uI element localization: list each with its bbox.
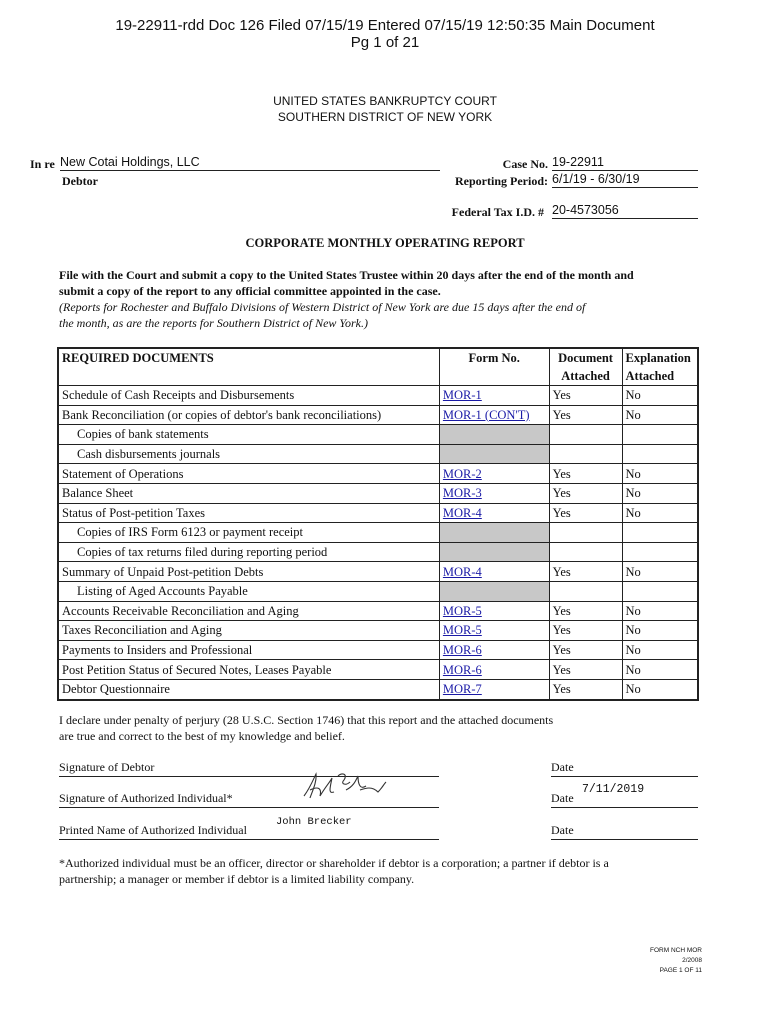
table-row [58,679,698,699]
footnote-line: *Authorized individual must be an officer, director or shareholder if debtor is a corporation; a partner if debtor is a [59,856,609,870]
declaration-line: are true and correct to the best of my knowledge and belief. [59,729,345,743]
form-number-link[interactable]: MOR-5 [442,603,482,618]
document-label: Copies of tax returns filed during reporting period [58,542,439,562]
document-attached-cell [549,581,622,601]
explanation-attached-cell: No [622,621,698,641]
footnote-line: partnership; a manager or member if debtor is a limited liability company. [59,872,415,886]
case-number: 19-22911 [552,155,698,171]
explanation-attached-cell: No [622,386,698,406]
document-attached-cell: Yes [549,601,622,621]
table-row [58,503,698,523]
reporting-period: 6/1/19 - 6/30/19 [552,172,698,188]
explanation-attached-cell: No [622,562,698,582]
explanation-attached-cell: No [622,405,698,425]
document-attached-cell: Yes [549,679,622,699]
explanation-attached-cell: No [622,601,698,621]
form-number-cell [439,405,549,425]
document-label: Schedule of Cash Receipts and Disbursements [58,386,439,406]
form-number-cell [439,483,549,503]
explanation-attached-cell [622,425,698,445]
table-row [58,601,698,621]
authorized-signature-label: Signature of Authorized Individual* [59,791,439,808]
table-row [58,464,698,484]
date-label: Date [551,823,698,840]
explanation-attached-cell: No [622,464,698,484]
document-label: Bank Reconciliation (or copies of debtor's bank reconciliations) [58,405,439,425]
court-district: SOUTHERN DISTRICT OF NEW YORK [277,110,493,124]
form-number-cell [439,562,549,582]
printed-name-value: John Brecker [276,816,352,828]
document-attached-cell [549,542,622,562]
table-row [58,483,698,503]
signature-of-debtor-label: Signature of Debtor [59,760,439,777]
tax-id-label: Federal Tax I.D. # [451,205,544,219]
instructions-note: (Reports for Rochester and Buffalo Divisions of Western District of New York are due 15 days after the end of [59,300,586,314]
explanation-attached-cell [622,542,698,562]
debtor-name: New Cotai Holdings, LLC [60,155,440,171]
instructions-line: submit a copy of the report to any official committee appointed in the case. [59,284,441,298]
document-attached-cell: Yes [549,640,622,660]
table-row [58,444,698,464]
form-number-cell [439,621,549,641]
document-label: Balance Sheet [58,483,439,503]
handwritten-signature [300,768,390,804]
explanation-attached-cell [622,444,698,464]
document-label: Statement of Operations [58,464,439,484]
document-attached-cell: Yes [549,660,622,680]
date-label: Date [551,760,698,777]
table-row [58,640,698,660]
document-attached-cell: Yes [549,405,622,425]
explanation-attached-cell [622,581,698,601]
form-number-cell [439,386,549,406]
document-label: Accounts Receivable Reconciliation and Aging [58,601,439,621]
explanation-attached-cell: No [622,679,698,699]
instructions-note: the month, as are the reports for Southern District of New York.) [59,316,368,330]
instructions-line: File with the Court and submit a copy to the United States Trustee within 20 days after the end of the month and [59,268,634,282]
header-document-attached: Document Attached [549,348,622,386]
explanation-attached-cell: No [622,640,698,660]
form-number-link[interactable]: MOR-3 [442,486,482,501]
form-number-cell [439,581,549,601]
explanation-attached-cell [622,523,698,543]
document-attached-cell: Yes [549,503,622,523]
document-label: Status of Post-petition Taxes [58,503,439,523]
form-number-link[interactable]: MOR-1 (CON'T) [442,407,530,422]
table-row [58,562,698,582]
form-number-cell [439,542,549,562]
document-label: Cash disbursements journals [58,444,439,464]
report-title: CORPORATE MONTHLY OPERATING REPORT [245,236,525,250]
tax-id: 20-4573056 [552,203,698,219]
document-attached-cell: Yes [549,483,622,503]
document-label: Taxes Reconciliation and Aging [58,621,439,641]
printed-name-label: Printed Name of Authorized Individual [59,823,439,840]
document-attached-cell: Yes [549,386,622,406]
document-attached-cell: Yes [549,562,622,582]
form-number-cell [439,444,549,464]
table-row [58,425,698,445]
form-number-cell [439,679,549,699]
document-attached-cell [549,444,622,464]
form-number-link[interactable]: MOR-2 [442,466,482,481]
form-number-cell [439,660,549,680]
form-number-cell [439,464,549,484]
explanation-attached-cell: No [622,660,698,680]
form-number-link[interactable]: MOR-4 [442,564,482,579]
table-row [58,660,698,680]
table-header-row [58,348,698,386]
form-number-link[interactable]: MOR-4 [442,505,482,520]
explanation-attached-cell: No [622,483,698,503]
form-number-link[interactable]: MOR-1 [442,388,482,403]
document-label: Copies of bank statements [58,425,439,445]
explanation-attached-cell: No [622,503,698,523]
table-row [58,581,698,601]
signature-date-value: 7/11/2019 [582,783,645,796]
form-number-link[interactable]: MOR-6 [442,643,482,658]
reporting-period-label: Reporting Period: [455,174,548,188]
document-label: Listing of Aged Accounts Payable [58,581,439,601]
date-label: Date [551,791,698,808]
form-number-cell [439,425,549,445]
court-name: UNITED STATES BANKRUPTCY COURT [273,94,497,108]
filing-header-line: 19-22911-rdd Doc 126 Filed 07/15/19 Entered 07/15/19 12:50:35 Main Document [115,17,655,34]
document-label: Payments to Insiders and Professional [58,640,439,660]
header-form-no: Form No. [439,348,549,386]
debtor-label: Debtor [62,174,98,188]
table-row [58,386,698,406]
case-no-label: Case No. [502,157,548,171]
form-number-cell [439,601,549,621]
form-number-link[interactable]: MOR-5 [442,623,482,638]
document-attached-cell: Yes [549,621,622,641]
declaration-line: I declare under penalty of perjury (28 U.S.C. Section 1746) that this report and the attached documents [59,713,554,727]
table-row [58,542,698,562]
document-label: Post Petition Status of Secured Notes, Leases Payable [58,660,439,680]
document-label: Copies of IRS Form 6123 or payment receipt [58,523,439,543]
document-attached-cell [549,425,622,445]
table-row [58,405,698,425]
in-re-label: In re [30,157,55,171]
form-number-cell [439,503,549,523]
form-number-link[interactable]: MOR-6 [442,662,482,677]
document-attached-cell [549,523,622,543]
form-footer: FORM NCH MOR 2/2008 PAGE 1 OF 11 [650,947,702,974]
table-row [58,621,698,641]
document-label: Summary of Unpaid Post-petition Debts [58,562,439,582]
table-row [58,523,698,543]
form-number-cell [439,523,549,543]
form-number-link[interactable]: MOR-7 [442,682,482,697]
form-number-cell [439,640,549,660]
filing-page-number: Pg 1 of 21 [350,34,420,51]
header-explanation-attached: Explanation Attached [622,348,698,386]
document-label: Debtor Questionnaire [58,679,439,699]
document-attached-cell: Yes [549,464,622,484]
required-documents-table [57,347,699,701]
header-required-documents: REQUIRED DOCUMENTS [58,348,439,386]
